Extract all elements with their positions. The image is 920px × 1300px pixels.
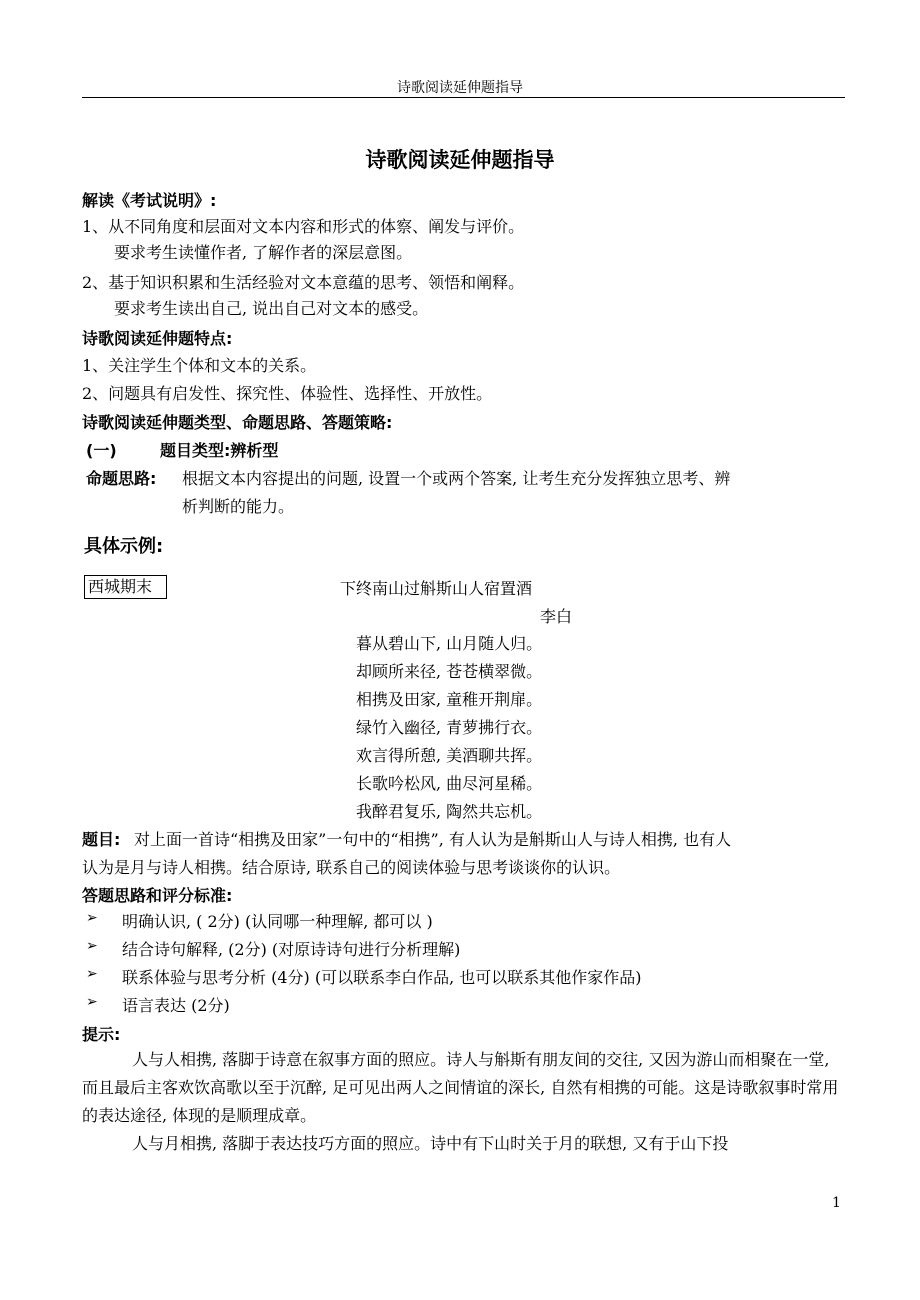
example-heading: 具体示例: [84, 536, 164, 557]
page-number: 1 [832, 1195, 841, 1211]
poem-line: 我醉君复乐, 陶然共忘机。 [356, 802, 543, 821]
list-item-sub: 要求考生读懂作者, 了解作者的深层意图。 [114, 243, 413, 262]
hint-heading: 提示: [82, 1025, 121, 1044]
question-label: 题目: [82, 830, 121, 849]
running-header: 诗歌阅读延伸题指导 [397, 80, 523, 96]
arrow-bullet-icon: ➢ [86, 938, 98, 954]
section-heading-types: 诗歌阅读延伸题类型、命题思路、答题策略: [82, 413, 393, 432]
idea-text-cont: 析判断的能力。 [182, 497, 295, 516]
section-heading-exam-notes: 解读《考试说明》: [82, 191, 217, 210]
question-text-cont: 认为是月与诗人相携。结合原诗, 联系自己的阅读体验与思考谈谈你的认识。 [82, 858, 621, 877]
section-heading-features: 诗歌阅读延伸题特点: [82, 329, 233, 348]
hint-paragraph: 人与月相携, 落脚于表达技巧方面的照应。诗中有下山时关于月的联想, 又有于山下投 [132, 1134, 729, 1153]
arrow-bullet-icon: ➢ [86, 910, 98, 926]
poem-title: 下终南山过斛斯山人宿置酒 [340, 579, 533, 598]
idea-label: 命题思路: [86, 469, 157, 488]
poem-line: 长歌吟松风, 曲尽河星稀。 [356, 774, 543, 793]
source-tag: 西城期末 [84, 575, 167, 599]
poem-line: 欢言得所憩, 美酒聊共挥。 [356, 746, 543, 765]
hint-paragraph: 人与人相携, 落脚于诗意在叙事方面的照应。诗人与斛斯有朋友间的交往, 又因为游山而相聚在一堂, 而且最后主客欢饮高歌以至于沉醉, 足可见出两人之间情谊的深长, 自然有相携的可能。这是诗歌叙事时常用的表达途径, 体现的是顺理成章。 [82, 1050, 839, 1125]
list-item: 2、问题具有启发性、探究性、体验性、选择性、开放性。 [82, 384, 493, 403]
poem-line: 相携及田家, 童稚开荆扉。 [356, 690, 543, 709]
list-item: 1、从不同角度和层面对文本内容和形式的体察、阐发与评价。 [82, 217, 525, 236]
question-text: 对上面一首诗“相携及田家”一句中的“相携”, 有人认为是斛斯山人与诗人相携, 也有人 [134, 830, 732, 849]
type-label: 题目类型:辨析型 [160, 441, 279, 460]
list-item: 1、关注学生个体和文本的关系。 [82, 356, 317, 375]
idea-text: 根据文本内容提出的问题, 设置一个或两个答案, 让考生充分发挥独立思考、辨 [182, 469, 731, 488]
type-number: (一) [86, 441, 117, 460]
page-title: 诗歌阅读延伸题指导 [365, 148, 555, 172]
poem-line: 绿竹入幽径, 青萝拂行衣。 [356, 718, 543, 737]
arrow-bullet-icon: ➢ [86, 966, 98, 982]
scoring-item: 结合诗句解释, (2分) (对原诗诗句进行分析理解) [122, 940, 461, 959]
list-item: 2、基于知识积累和生活经验对文本意蕴的思考、领悟和阐释。 [82, 273, 525, 292]
poem-line: 暮从碧山下, 山月随人归。 [356, 634, 543, 653]
header-rule [82, 97, 845, 98]
scoring-item: 语言表达 (2分) [122, 996, 230, 1015]
list-item-sub: 要求考生读出自己, 说出自己对文本的感受。 [114, 299, 429, 318]
poem-line: 却顾所来径, 苍苍横翠微。 [356, 662, 543, 681]
scoring-item: 明确认识, ( 2分) (认同哪一种理解, 都可以 ) [122, 912, 433, 931]
scoring-item: 联系体验与思考分析 (4分) (可以联系李白作品, 也可以联系其他作家作品) [122, 968, 642, 987]
scoring-heading: 答题思路和评分标准: [82, 886, 233, 905]
poem-author: 李白 [539, 607, 572, 626]
arrow-bullet-icon: ➢ [86, 994, 98, 1010]
